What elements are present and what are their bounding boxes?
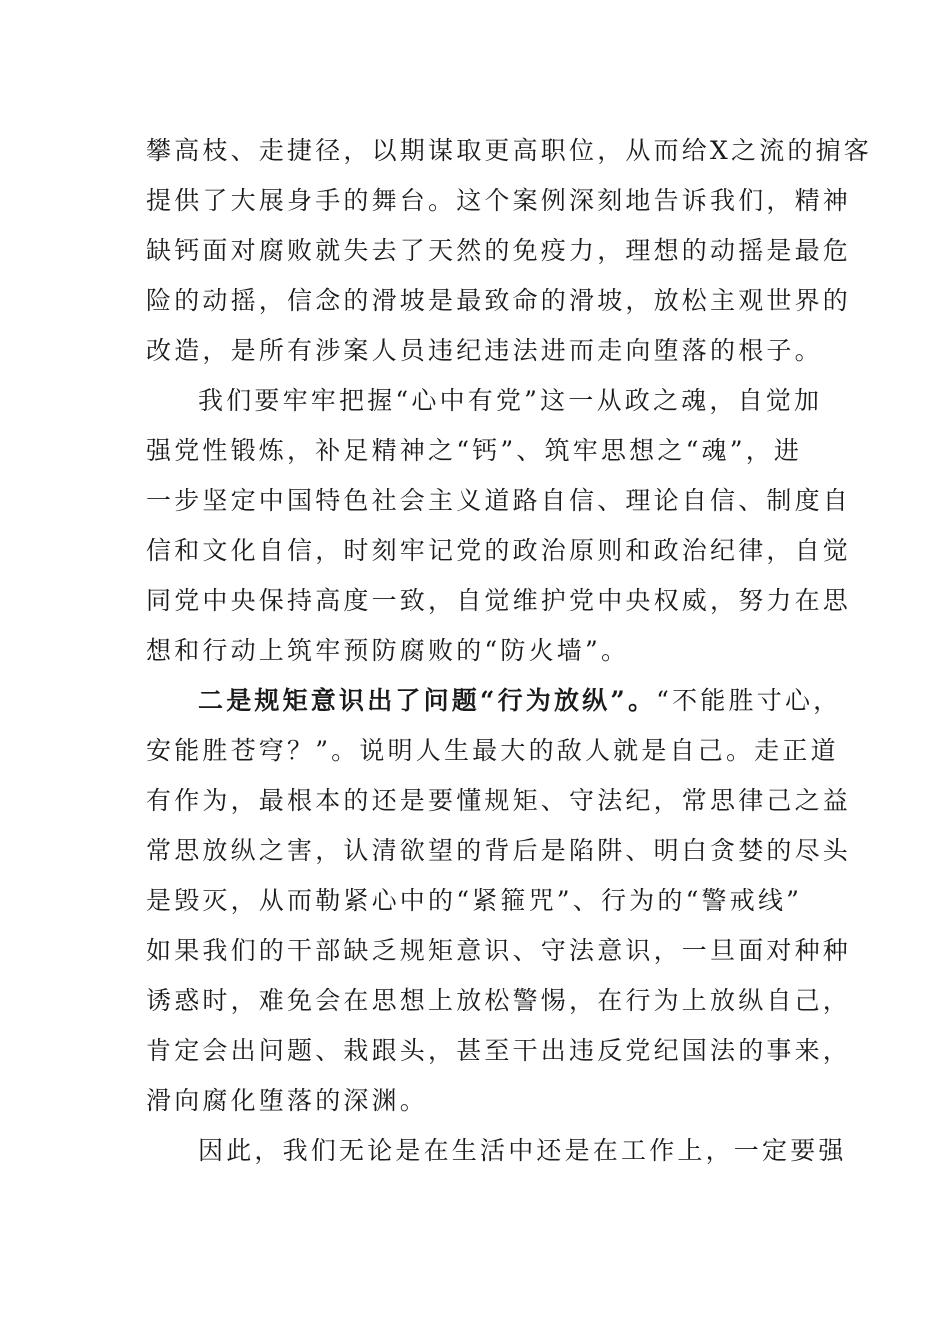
paragraph-2-line-6: 想和行动上筑牢预防腐败的“防火墙”。	[146, 636, 630, 665]
paragraph-1-line-1: 攀高枝、走捷径，以期谋取更高职位，从而给X之流的掮客	[146, 136, 873, 165]
paragraph-3-heading: 二是规矩意识出了问题“行为放纵”。	[198, 686, 657, 715]
paragraph-3-line-5: 是毁灭，从而勒紧心中的“紧箍咒”、行为的“警戒线”	[146, 886, 803, 915]
paragraph-1-line-3: 缺钙面对腐败就失去了天然的免疫力，理想的动摇是最危	[146, 236, 852, 265]
paragraph-2-line-1: 我们要牢牢把握“心中有党”这一从政之魂，自觉加	[198, 386, 823, 415]
paragraph-3-line-7: 诱惑时，难免会在思想上放松警惕，在行为上放纵自己，	[146, 986, 852, 1015]
paragraph-3-line-4: 常思放纵之害，认清欲望的背后是陷阱、明白贪婪的尽头	[146, 836, 852, 865]
paragraph-3-line-3: 有作为，最根本的还是要懂规矩、守法纪，常思律己之益	[146, 786, 852, 815]
paragraph-3-line-1	[146, 676, 842, 726]
paragraph-2-line-4: 信和文化自信，时刻牢记党的政治原则和政治纪律，自觉	[146, 536, 852, 565]
paragraph-3-line-8: 肯定会出问题、栽跟头，甚至干出违反党纪国法的事来，	[146, 1036, 852, 1065]
paragraph-1-line-5: 改造，是所有涉案人员违纪违法进而走向堕落的根子。	[146, 336, 823, 365]
paragraph-3-line-9: 滑向腐化堕落的深渊。	[146, 1086, 429, 1115]
paragraph-3-line-2: 安能胜苍穹？”。说明人生最大的敌人就是自己。走正道	[146, 736, 839, 765]
paragraph-2-line-5: 同党中央保持高度一致，自觉维护党中央权威，努力在思	[146, 586, 852, 615]
paragraph-3-first-line-rest: “不能胜寸心，	[656, 686, 842, 715]
paragraph-1-line-4: 险的动摇，信念的滑坡是最致命的滑坡，放松主观世界的	[146, 286, 852, 315]
paragraph-4-line-1: 因此，我们无论是在生活中还是在工作上，一定要强	[198, 1136, 847, 1165]
paragraph-3-line-6: 如果我们的干部缺乏规矩意识、守法意识，一旦面对种种	[146, 936, 852, 965]
paragraph-1-line-2: 提供了大展身手的舞台。这个案例深刻地告诉我们，精神	[146, 186, 852, 215]
paragraph-2-line-2: 强党性锻炼，补足精神之“钙”、筑牢思想之“魂”，进	[146, 436, 803, 465]
paragraph-2-line-3: 一步坚定中国特色社会主义道路自信、理论自信、制度自	[146, 486, 852, 515]
document-body	[146, 126, 873, 1176]
